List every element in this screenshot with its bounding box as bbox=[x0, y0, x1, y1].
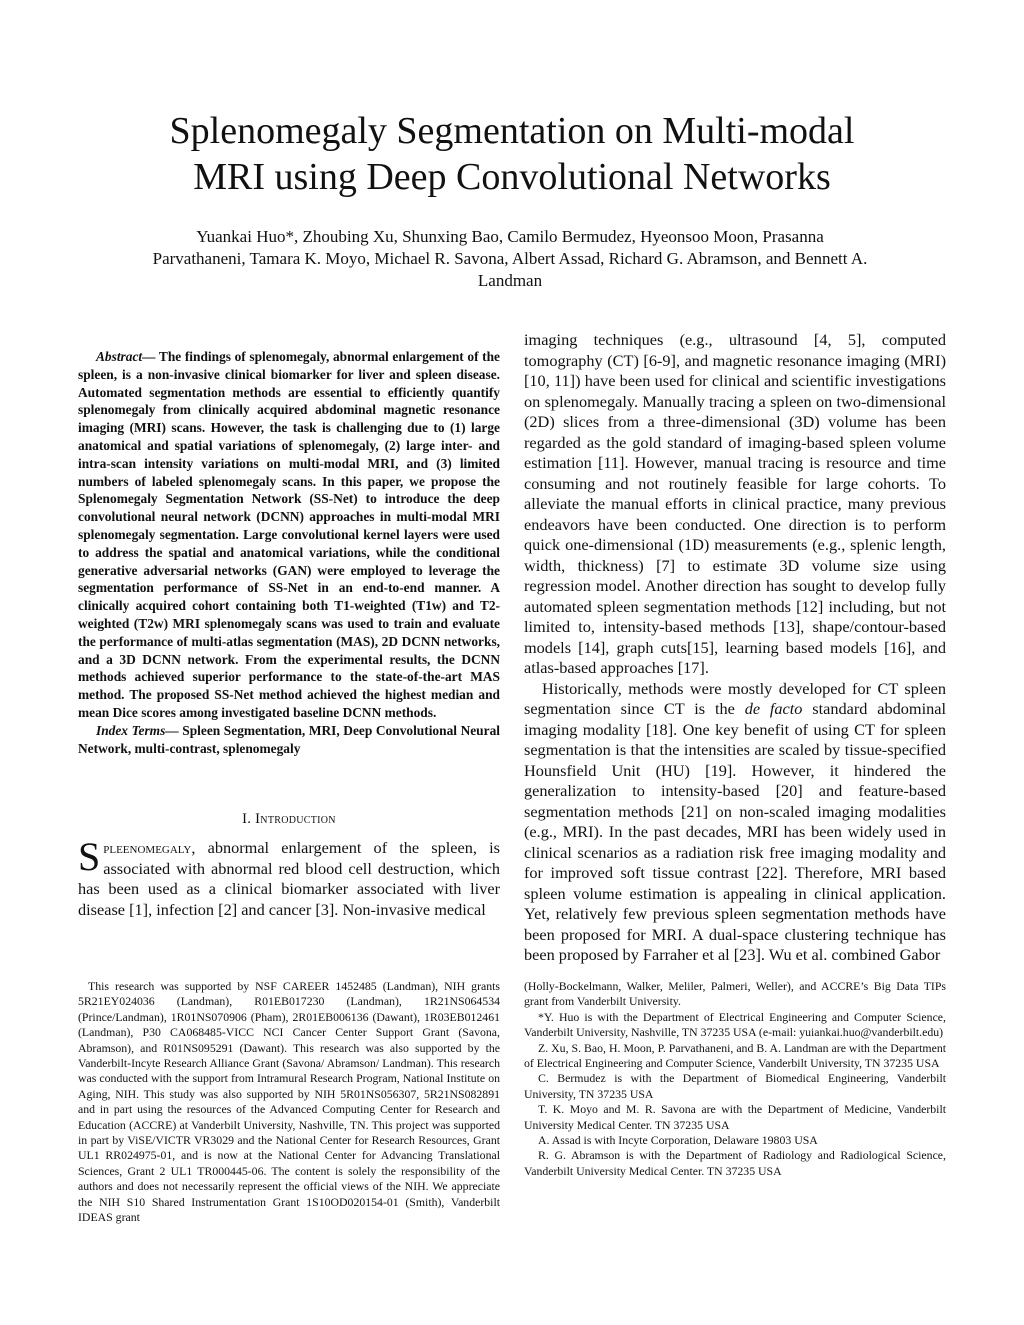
index-terms-label: Index Terms— bbox=[96, 722, 179, 738]
left-column bbox=[78, 348, 500, 920]
author-list: Yuankai Huo*, Zhoubing Xu, Shunxing Bao, Camilo Bermudez, Hyeonsoo Moon, Prasanna Parvathaneni, Tamara K. Moyo, Michael R. Savona, Albert Assad, Richard G. Abramson, and Bennett A. Landman bbox=[152, 227, 868, 290]
footnote-item: T. K. Moyo and M. R. Savona are with the Department of Medicine, Vanderbilt University Medical Center. TN 37235 USA bbox=[524, 1102, 946, 1132]
intro-paragraph bbox=[78, 834, 500, 920]
footnote-item: R. G. Abramson is with the Department of Radiology and Radiological Science, Vanderbilt University Medical Center. TN 37235 USA bbox=[524, 1148, 946, 1178]
footnote-funding: This research was supported by NSF CAREER 1452485 (Landman), NIH grants 5R21EY024036 (Landman), R01EB017230 (Landman), 1R21NS064534 (Prince/Landman), 1R01NS070906 (Pham), 2R01EB006136 (Dawant), 1R03EB012461 (Landman), P30 CA068485-VICC NCI Cancer Center Support Grant (Savona, Abramson), and R01NS095291 (Dawant). This research was also supported by the Vanderbilt-Incyte Research Alliance Grant (Savona/ Abramson/ Landman). This research was conducted with the support from Intramural Research Program, National Institute on Aging, NIH. This study was also supported by NIH 5R01NS056307, 5R21NS082891 and in part using the resources of the Advanced Computing Center for Research and Education (ACCRE) at Vanderbilt University, Nashville, TN. This project was supported in part by ViSE/VICTR VR3029 and the National Center for Research Resources, Grant UL1 RR024975-01, and is now at the National Center for Advancing Translational Sciences, Grant 2 UL1 TR000445-06. The content is solely the responsibility of the authors and does not necessarily represent the official views of the NIH. We appreciate the NIH S10 Shared Instrumentation Grant 1S10OD020154-01 (Smith), Vanderbilt IDEAS grant bbox=[78, 979, 500, 1225]
abstract bbox=[78, 348, 500, 722]
title-line-1: Splenomegaly Segmentation on Multi-modal bbox=[169, 110, 855, 152]
section-number: I. bbox=[242, 811, 252, 828]
footnote-item: A. Assad is with Incyte Corporation, Delaware 19803 USA bbox=[538, 1133, 818, 1148]
right-p2-italic: de facto bbox=[744, 699, 803, 718]
right-paragraph-1: imaging techniques (e.g., ultrasound [4, 5], computed tomography (CT) [6-9], and magnetic resonance imaging (MRI) [10, 11]) have been used for clinical and scientific investigations on splenomegaly. Manually tracing a spleen on two-dimensional (2D) slices from a three-dimensional (3D) volume has been regarded as the gold standard of imaging-based spleen volume estimation [11]. However, manual tracing is resource and time consuming and not routinely feasible for large cohorts. To alleviate the manual efforts in clinical practice, many previous endeavors have been conducted. One direction is to perform quick one-dimensional (1D) measurements (e.g., splenic length, width, thickness) [7] to estimate 3D volume size using regression model. Another direction has sought to develop fully automated spleen segmentation methods [12] including, but not limited to, intensity-based methods [13], shape/contour-based models [14], graph cuts[15], learning based models [16], and atlas-based approaches [17]. bbox=[524, 330, 946, 677]
drop-cap: S bbox=[78, 834, 101, 880]
right-column bbox=[524, 330, 946, 966]
footnote-item: Z. Xu, S. Bao, H. Moon, P. Parvathaneni, and B. A. Landman are with the Department of Electrical Engineering and Computer Science, Vanderbilt University, TN 37235 USA bbox=[524, 1040, 946, 1071]
intro-smallcaps: pleenomegaly, bbox=[103, 838, 196, 858]
right-paragraph-2 bbox=[524, 679, 946, 966]
abstract-label: Abstract— bbox=[96, 349, 156, 364]
paper-title bbox=[0, 108, 1024, 200]
title-line-2: MRI using Deep Convolutional Networks bbox=[193, 156, 831, 198]
right-p2-end: standard abdominal imaging modality [18]. One key benefit of using CT for spleen segmentation is that the intensities are scaled by tissue-specified Hounsfield Unit (HU) [19]. However, it hindered the generalization to intensity-based [20] and feature-based segmentation methods [21] on non-scaled imaging modalities (e.g., MRI). In the past decades, MRI has been widely used in clinical scenarios as a radiation risk free imaging modality and for improved soft tissue contrast [22]. Therefore, MRI based spleen volume estimation is appealing in clinical application. Yet, relatively few previous spleen segmentation methods have been proposed for MRI. A dual-space clustering technique has been proposed by Farraher et al [23]. Wu et al. combined Gabor bbox=[524, 699, 946, 964]
abstract-text: The findings of splenomegaly, abnormal enlargement of the spleen, is a non-invasive clinical biomarker for liver and spleen disease. Automated segmentation methods are essential to efficiently quantify splenomegaly from clinically acquired abdominal magnetic resonance imaging (MRI) scans. However, the task is challenging due to (1) large anatomical and spatial variations of splenomegaly, (2) large inter- and intra-scan intensity variations on multi-modal MRI, and (3) limited numbers of labeled splenomegaly scans. In this paper, we propose the Splenomegaly Segmentation Network (SS-Net) to introduce the deep convolutional neural network (DCNN) approaches in multi-modal MRI splenomegaly segmentation. Large convolutional kernel layers were used to address the spatial and anatomical variations, while the conditional generative adversarial networks (GAN) were employed to leverage the segmentation performance of SS-Net in an end-to-end manner. A clinically acquired cohort containing both T1-weighted (T1w) and T2-weighted (T2w) MRI splenomegaly scans was used to train and evaluate the performance of multi-atlas segmentation (MAS), 2D DCNN networks, and a 3D DCNN network. From the experimental results, the DCNN methods achieved superior performance to the state-of-the-art MAS method. The proposed SS-Net method achieved the highest median and mean Dice scores among investigated baseline DCNN methods. bbox=[78, 349, 500, 720]
footnotes-affiliations bbox=[524, 979, 946, 1179]
intro-text: abnormal enlargement of the spleen, is associated with abnormal red blood cell destruction, which has been used as a clinical biomarker associated with liver disease [1], infection [2] and cancer [3]. Non-invasive medical bbox=[78, 838, 500, 919]
footnote-item: (Holly-Bockelmann, Walker, Meliler, Palmeri, Weller), and ACCRE’s Big Data TIPs grant from Vanderbilt University. bbox=[524, 979, 946, 1009]
right-p2-start: Historically, methods were mostly developed for CT spleen segmentation since CT is the bbox=[524, 678, 946, 718]
footnote-item: *Y. Huo is with the Department of Electrical Engineering and Computer Science, Vanderbilt University, Nashville, TN 37235 USA (e-mail: yuiankai.huo@vanderbilt.edu) bbox=[524, 1009, 946, 1040]
section-title: Introduction bbox=[255, 811, 336, 828]
section-heading-introduction bbox=[78, 811, 500, 828]
index-terms bbox=[78, 722, 500, 758]
index-terms-text: Spleen Segmentation, MRI, Deep Convolutional Neural Network, multi-contrast, splenomegaly bbox=[78, 722, 500, 756]
footnote-item: C. Bermudez is with the Department of Biomedical Engineering, Vanderbilt University, TN 37235 USA bbox=[524, 1071, 946, 1101]
